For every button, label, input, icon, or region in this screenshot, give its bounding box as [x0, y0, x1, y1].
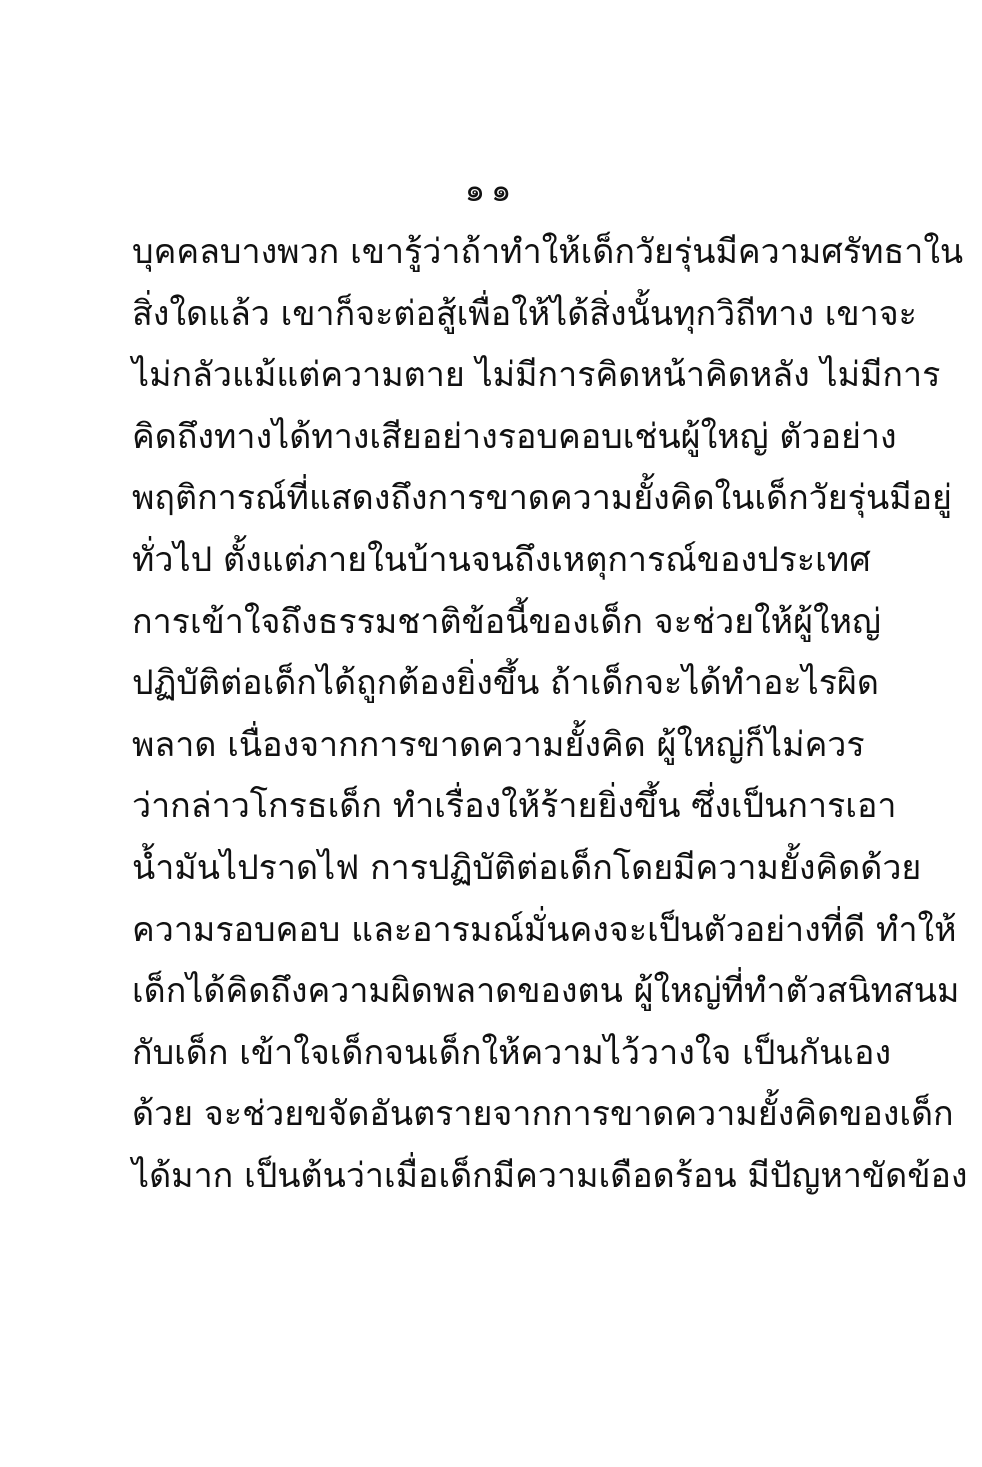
body-text: [132, 222, 968, 1208]
text-line: การเข้าใจถึงธรรมชาติข้อนี้ของเด็ก จะช่วยให้ผู้ใหญ่: [132, 601, 881, 642]
text-line: สิ่งใดแล้ว เขาก็จะต่อสู้เพื่อให้ได้สิ่งนั้นทุกวิถีทาง เขาจะ: [132, 293, 917, 334]
text-line: ด้วย จะช่วยขจัดอันตรายจากการขาดความยั้งคิดของเด็ก: [132, 1094, 954, 1135]
text-line: กับเด็ก เข้าใจเด็กจนเด็กให้ความไว้วางใจ เป็นกันเอง: [132, 1032, 892, 1073]
text-line: ได้มาก เป็นต้นว่าเมื่อเด็กมีความเดือดร้อน มีปัญหาขัดข้อง: [132, 1155, 968, 1196]
text-line: ความรอบคอบ และอารมณ์มั่นคงจะเป็นตัวอย่างที่ดี ทำให้: [132, 909, 957, 950]
text-line: ปฏิบัติต่อเด็กได้ถูกต้องยิ่งขึ้น ถ้าเด็กจะได้ทำอะไรผิด: [132, 663, 880, 704]
text-line: ว่ากล่าวโกรธเด็ก ทำเรื่องให้ร้ายยิ่งขึ้น ซึ่งเป็นการเอา: [132, 786, 897, 827]
text-line: คิดถึงทางได้ทางเสียอย่างรอบคอบเช่นผู้ใหญ่ ตัวอย่าง: [132, 416, 897, 457]
text-line: ไม่กลัวแม้แต่ความตาย ไม่มีการคิดหน้าคิดหลัง ไม่มีการ: [132, 355, 941, 396]
text-line: พฤติการณ์ที่แสดงถึงการขาดความยั้งคิดในเด็กวัยรุ่นมีอยู่: [132, 478, 952, 519]
text-line: พลาด เนื่องจากการขาดความยั้งคิด ผู้ใหญ่ก็ไม่ควร: [132, 724, 865, 765]
text-line: น้ำมันไปราดไฟ การปฏิบัติต่อเด็กโดยมีความยั้งคิดด้วย: [132, 847, 922, 888]
page-number: ๑๑: [464, 171, 518, 209]
text-line: ทั่วไป ตั้งแต่ภายในบ้านจนถึงเหตุการณ์ของประเทศ: [132, 539, 871, 580]
text-line: เด็กได้คิดถึงความผิดพลาดของตน ผู้ใหญ่ที่ทำตัวสนิทสนม: [132, 971, 960, 1012]
text-line: บุคคลบางพวก เขารู้ว่าถ้าทำให้เด็กวัยรุ่นมีความศรัทธาใน: [132, 232, 964, 272]
